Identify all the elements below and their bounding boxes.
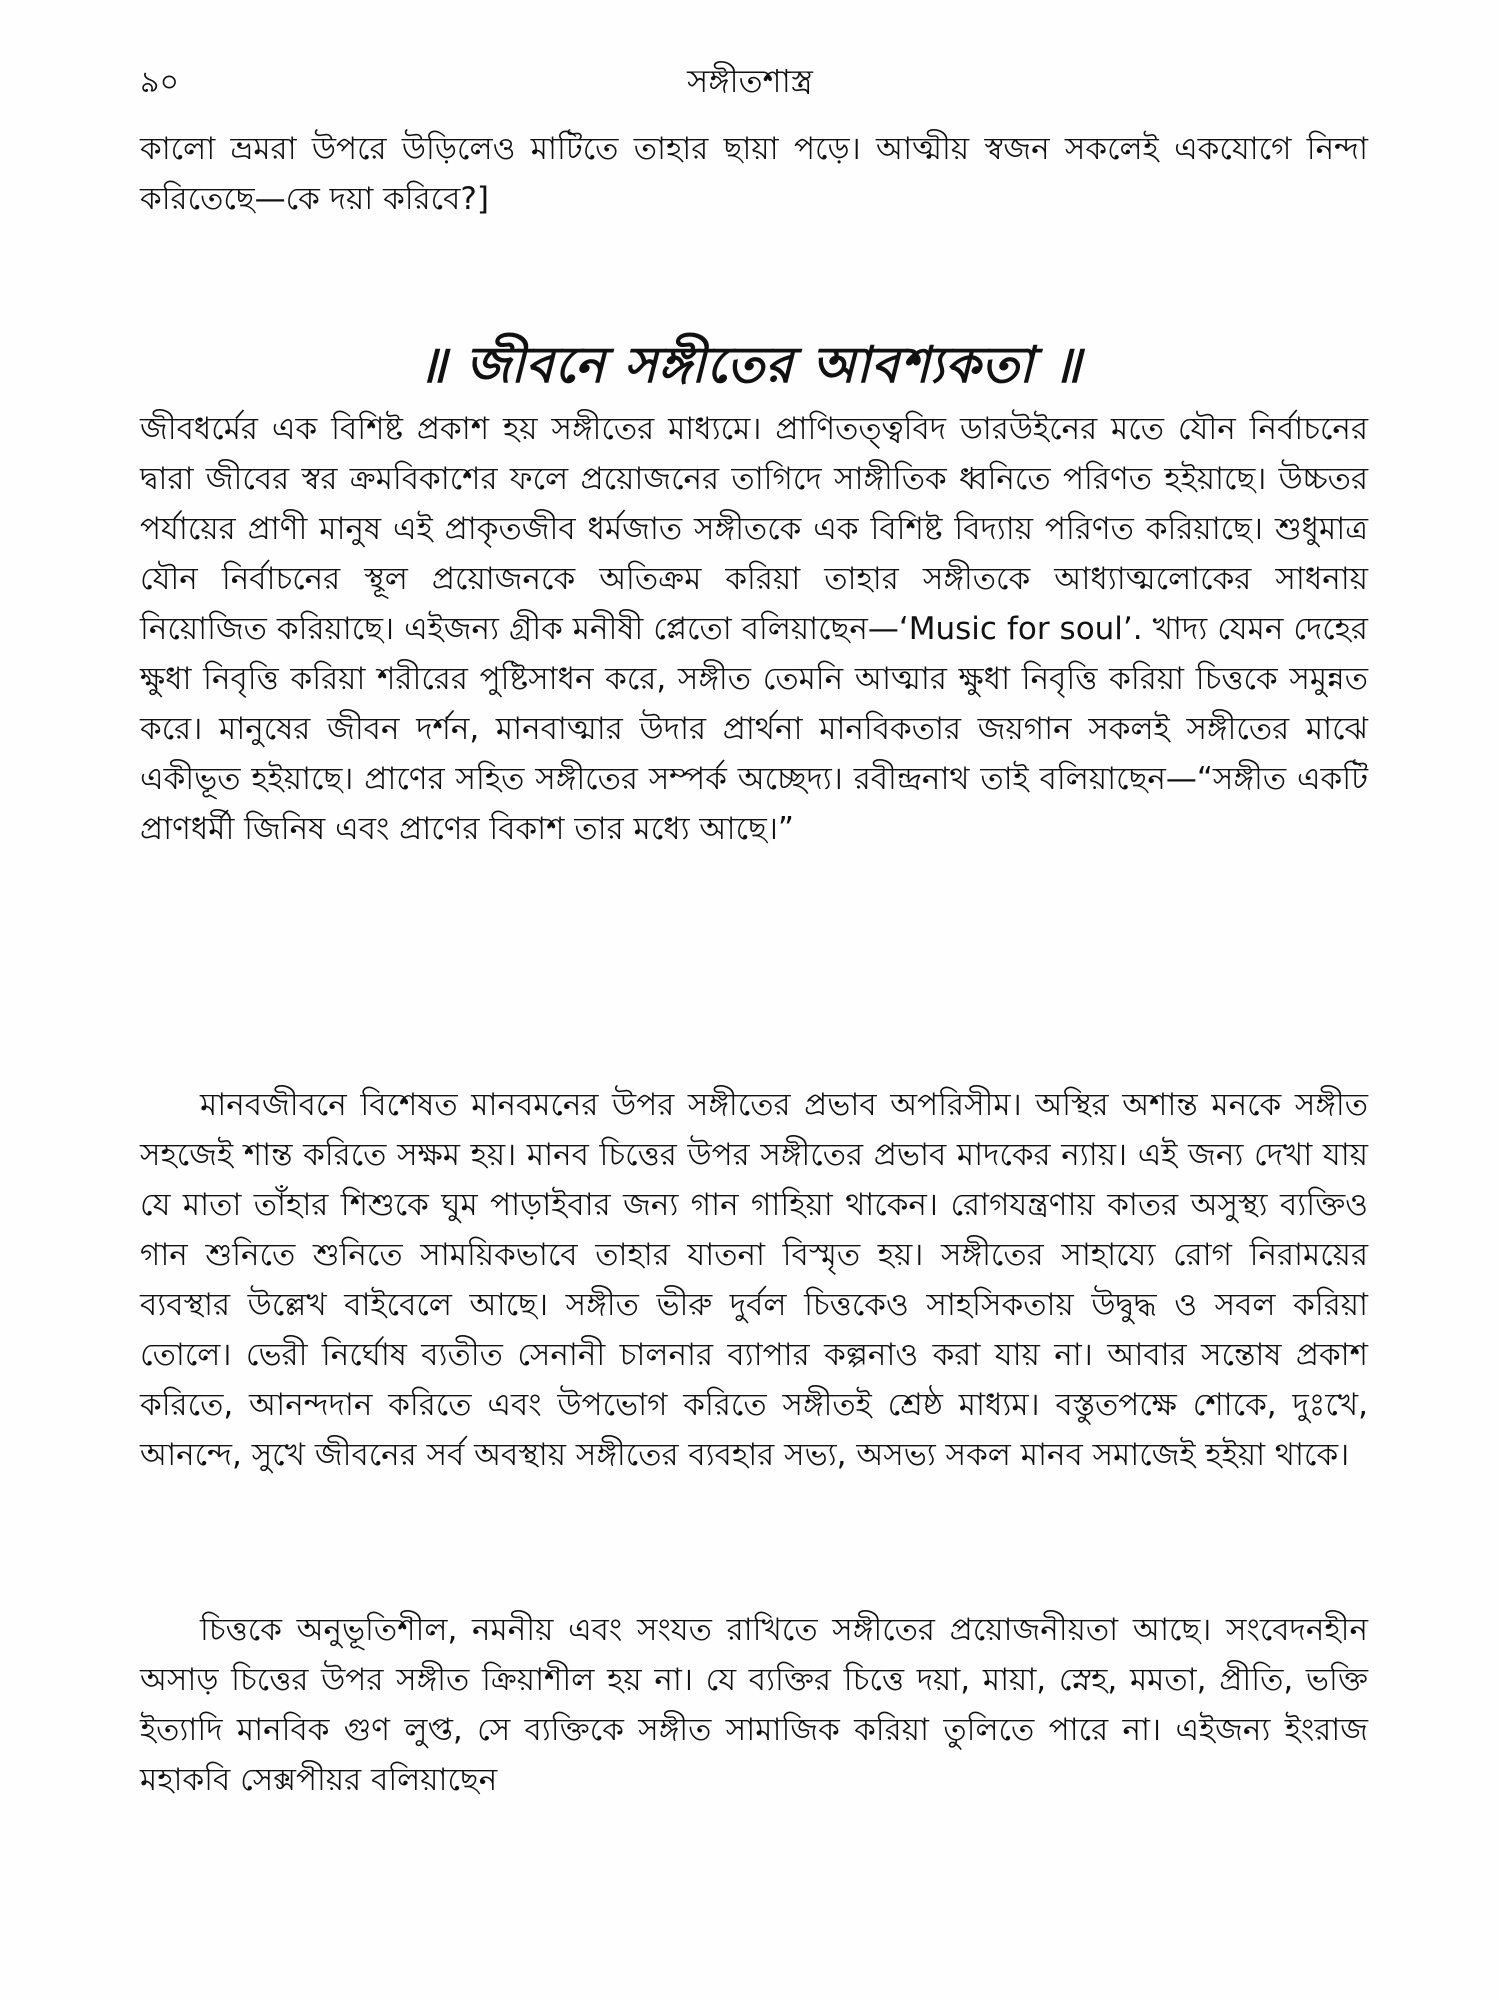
paragraph-2: মানবজীবনে বিশেষত মানবমনের উপর সঙ্গীতের প্রভাব অপরিসীম। অস্থির অশান্ত মনকে সঙ্গীত সহজেই শান্ত করিতে সক্ষম হয়। মানব চিত্তের উপর সঙ্গীতের প্রভাব মাদকের ন্যায়। এই জন্য দেখা যায় যে মাতা তাঁহার শিশুকে ঘুম পাড়াইবার জন্য গান গাহিয়া থাকেন। রোগযন্ত্রণায় কাতর অসুস্থ্য ব্যক্তিও গান শুনিতে শুনিতে সাময়িকভাবে তাহার যাতনা বিস্মৃত হয়। সঙ্গীতের সাহায্যে রোগ নিরাময়ের ব্যবস্থার উল্লেখ বাইবেলে আছে। সঙ্গীত ভীরু দুর্বল চিত্তকেও সাহসিকতায় উদ্বুদ্ধ ও সবল করিয়া তোলে। ভেরী নির্ঘোষ ব্যতীত সেনানী চালনার ব্যাপার কল্পনাও করা যায় না। আবার সন্তোষ প্রকাশ করিতে, আনন্দদান করিতে এবং উপভোগ করিতে সঙ্গীতই শ্রেষ্ঠ মাধ্যম। বস্তুতপক্ষে শোকে, দুঃখে, আনন্দে, সুখে জীবনের সর্ব অবস্থায় সঙ্গীতের ব্যবহার সভ্য, অসভ্য সকল মানব সমাজেই হইয়া থাকে। <box>140 1087 1368 1473</box>
paragraph-1: জীবধর্মের এক বিশিষ্ট প্রকাশ হয় সঙ্গীতের মাধ্যমে। প্রাণিতত্ত্ববিদ ডারউইনের মতে যৌন নির্বাচনের দ্বারা জীবের স্বর ক্রমবিকাশের ফলে প্রয়োজনের তাগিদে সাঙ্গীতিক ধ্বনিতে পরিণত হইয়াছে। উচ্চতর পর্যায়ের প্রাণী মানুষ এই প্রাকৃতজীব ধর্মজাত সঙ্গীতকে এক বিশিষ্ট বিদ্যায় পরিণত করিয়াছে। শুধুমাত্র যৌন নির্বাচনের স্থূল প্রয়োজনকে অতিক্রম করিয়া তাহার সঙ্গীতকে আধ্যাত্মলোকের সাধনায় নিয়োজিত করিয়াছে। এইজন্য গ্রীক মনীষী প্লেতো বলিয়াছেন—‘Music for soul’. খাদ্য যেমন দেহের ক্ষুধা নিবৃত্তি করিয়া শরীরের পুষ্টিসাধন করে, সঙ্গীত তেমনি আত্মার ক্ষুধা নিবৃত্তি করিয়া চিত্তকে সমুন্নত করে। মানুষের জীবন দর্শন, মানবাত্মার উদার প্রার্থনা মানবিকতার জয়গান সকলই সঙ্গীতের মাঝে একীভূত হইয়াছে। প্রাণের সহিত সঙ্গীতের সম্পর্ক অচ্ছেদ্য। রবীন্দ্রনাথ তাই বলিয়াছেন—“সঙ্গীত একটি প্রাণধর্মী জিনিষ এবং প্রাণের বিকাশ তার মধ্যে আছে।” <box>140 411 1368 847</box>
carryover-paragraph: কালো ভ্রমরা উপরে উড়িলেও মাটিতে তাহার ছায়া পড়ে। আত্মীয় স্বজন সকলেই একযোগে নিন্দা করিতেছে—কে দয়া করিবে?] <box>140 131 1368 217</box>
page-number: ৯০ <box>140 65 179 100</box>
running-title: সঙ্গীতশাস্ত্র <box>687 62 813 100</box>
paragraph-3: চিত্তকে অনুভূতিশীল, নমনীয় এবং সংযত রাখিতে সঙ্গীতের প্রয়োজনীয়তা আছে। সংবেদনহীন অসাড় চিত্তের উপর সঙ্গীত ক্রিয়াশীল হয় না। যে ব্যক্তির চিত্তে দয়া, মায়া, স্নেহ, মমতা, প্রীতি, ভক্তি ইত্যাদি মানবিক গুণ লুপ্ত, সে ব্যক্তিকে সঙ্গীত সামাজিক করিয়া তুলিতে পারে না। এইজন্য ইংরাজ মহাকবি সেক্সপীয়র বলিয়াছেন <box>140 1612 1368 1798</box>
section-title: ॥ জীবনে সঙ্গীতের আবশ্যকতা ॥ <box>418 335 1082 394</box>
